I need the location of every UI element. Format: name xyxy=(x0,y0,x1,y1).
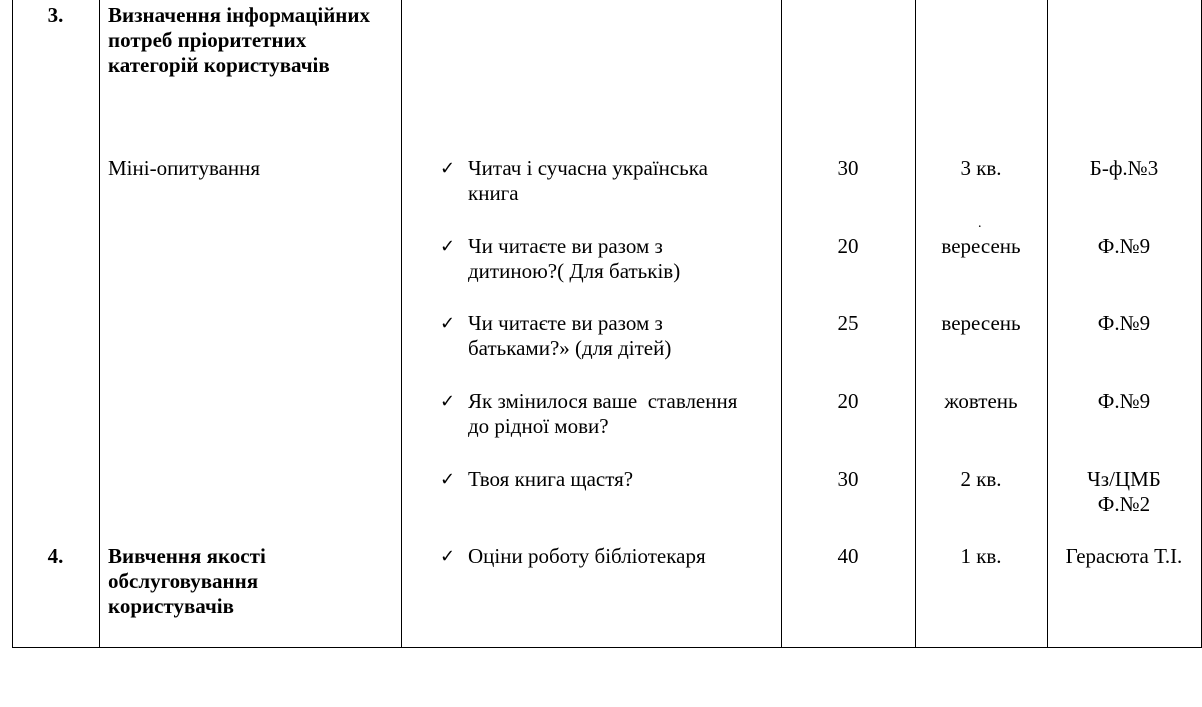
survey-title: Твоя книга щастя? xyxy=(468,467,634,491)
respondent-count: 25 xyxy=(837,311,859,335)
column-divider xyxy=(401,0,402,648)
responsible xyxy=(1047,467,1201,517)
survey-title-line: Читач і сучасна українська xyxy=(468,156,708,180)
section-title-line: користувачів xyxy=(108,594,234,618)
section-subtitle: Міні-опитування xyxy=(108,156,261,180)
survey-title-line: батьками?» (для дітей) xyxy=(468,336,672,360)
responsible: Ф.№9 xyxy=(1097,311,1151,335)
checkmark-icon: ✓ xyxy=(440,546,456,567)
survey-title xyxy=(468,234,778,284)
survey-title xyxy=(468,311,778,361)
stray-mark: . xyxy=(978,216,982,231)
survey-title-line: книга xyxy=(468,181,519,205)
section-title-line: категорій користувачів xyxy=(108,53,330,77)
plan-table xyxy=(12,0,1202,648)
responsible: Б-ф.№3 xyxy=(1089,156,1159,180)
section-title-line: обслуговування xyxy=(108,569,259,593)
checkmark-icon: ✓ xyxy=(440,313,456,334)
term: жовтень xyxy=(944,389,1018,413)
section-title xyxy=(108,3,398,78)
column-divider xyxy=(99,0,100,648)
respondent-count: 30 xyxy=(837,156,859,180)
checkmark-icon: ✓ xyxy=(440,158,456,179)
checkmark-icon: ✓ xyxy=(440,469,456,490)
responsible: Герасюта Т.І. xyxy=(1065,544,1183,568)
section-title-line: Визначення інформаційних xyxy=(108,3,370,27)
respondent-count: 20 xyxy=(837,234,859,258)
survey-title xyxy=(468,389,778,439)
term: 2 кв. xyxy=(960,467,1002,491)
survey-title-line: Чи читаєте ви разом з xyxy=(468,234,663,258)
survey-title-line: Чи читаєте ви разом з xyxy=(468,311,663,335)
section-title-line: Вивчення якості xyxy=(108,544,266,568)
table-border-bottom xyxy=(12,647,1202,648)
checkmark-icon: ✓ xyxy=(440,236,456,257)
survey-title-line: дитиною?( Для батьків) xyxy=(468,259,681,283)
term: 1 кв. xyxy=(960,544,1002,568)
responsible: Ф.№9 xyxy=(1097,389,1151,413)
checkmark-icon: ✓ xyxy=(440,391,456,412)
respondent-count: 40 xyxy=(837,544,859,568)
term: вересень xyxy=(941,234,1021,258)
respondent-count: 20 xyxy=(837,389,859,413)
row-number: 4. xyxy=(47,544,64,568)
term: 3 кв. xyxy=(960,156,1002,180)
responsible-line: Чз/ЦМБ xyxy=(1087,467,1161,491)
section-title xyxy=(108,544,398,619)
term: вересень xyxy=(941,311,1021,335)
respondent-count: 30 xyxy=(837,467,859,491)
survey-title xyxy=(468,156,778,206)
responsible: Ф.№9 xyxy=(1097,234,1151,258)
survey-title: Оціни роботу бібліотекаря xyxy=(468,544,706,568)
section-title-line: потреб пріоритетних xyxy=(108,28,307,52)
responsible-line: Ф.№2 xyxy=(1097,492,1151,516)
survey-title-line: до рідної мови? xyxy=(468,414,609,438)
row-number: 3. xyxy=(47,3,64,27)
survey-title-line: Як змінилося ваше ставлення xyxy=(468,389,738,413)
